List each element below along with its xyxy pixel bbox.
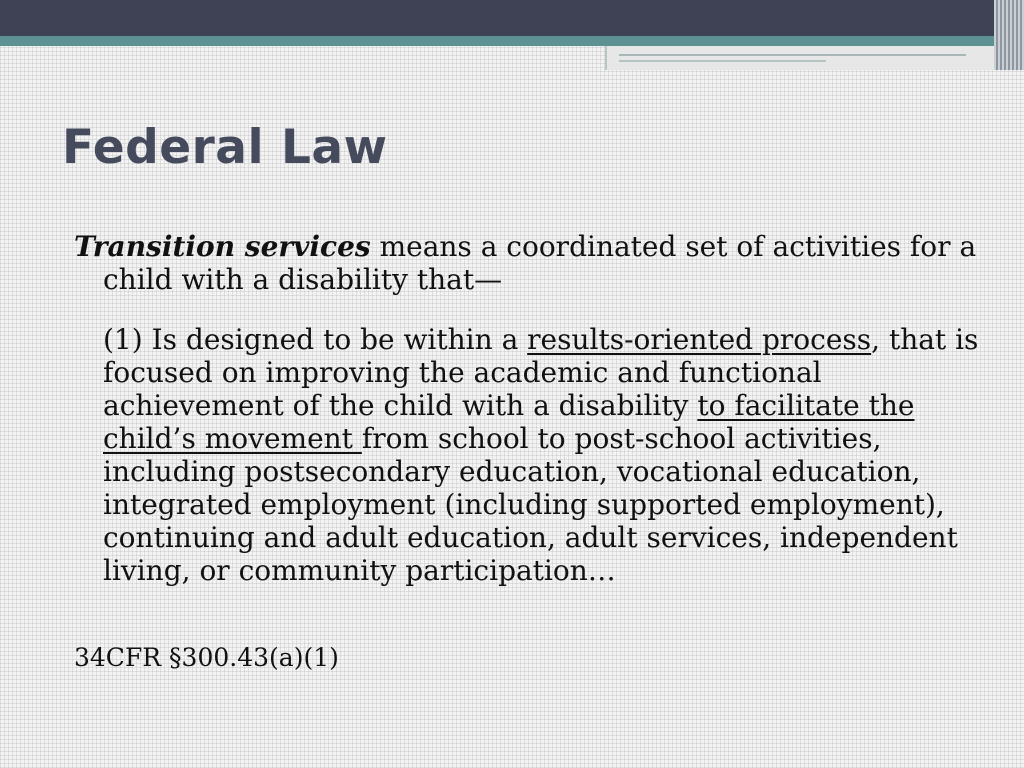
clause-text: (1) Is designed to be within a: [103, 323, 528, 356]
header-accent-panel: [605, 46, 1024, 70]
clause-text: from school to post-school activities, including postsecondary education, vocational education, integrated employment (including supported employment), continuing and adult education, adult services, independent living, or community participation…: [103, 422, 958, 587]
header-accent-band: [0, 36, 1024, 46]
definition-clause-1: [103, 323, 994, 587]
definition-body: [74, 230, 994, 587]
definition-intro: [74, 230, 994, 296]
underlined-phrase: results-oriented process: [527, 323, 872, 356]
header-bar: [0, 0, 1024, 36]
accent-line: [619, 54, 966, 56]
legal-citation: 34CFR §300.43(a)(1): [74, 643, 339, 672]
underlined-phrase: to facilitate the child’s movement: [103, 389, 915, 455]
definition-intro-text: means a coordinated set of activities for a child with a disability that—: [103, 230, 977, 296]
corner-stripe-decoration: [994, 0, 1024, 70]
slide-title: Federal Law: [62, 120, 388, 175]
clause-text: , that is focused on improving the academic and functional achievement of the child with a disability: [103, 323, 979, 422]
defined-term: Transition services: [74, 230, 371, 263]
accent-line: [619, 60, 826, 62]
